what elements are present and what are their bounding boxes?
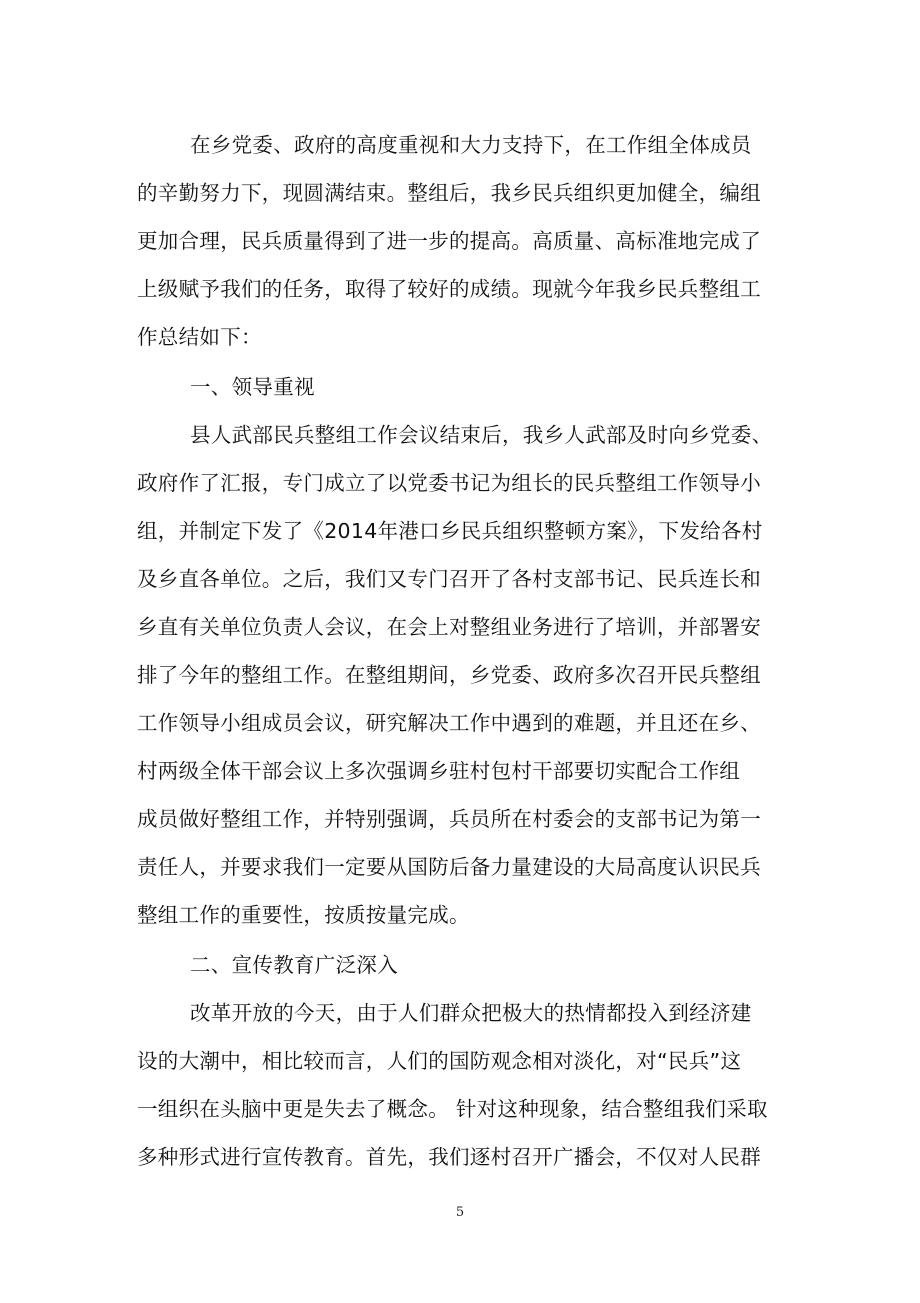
paragraph-line: 工作领导小组成员会议，研究解决工作中遇到的难题，并且还在乡、 [137,711,761,735]
paragraph-line: 排了今年的整组工作。在整组期间，乡党委、政府多次召开民兵整组 [137,663,761,687]
paragraph-line: 县人武部民兵整组工作会议结束后，我乡人武部及时向乡党委、 [190,423,773,447]
paragraph-line: 整组工作的重要性，按质按量完成。 [137,903,470,927]
paragraph-line: 在乡党委、政府的高度重视和大力支持下，在工作组全体成员 [190,133,752,157]
paragraph-line: 的辛勤努力下，现圆满结束。整组后，我乡民兵组织更加健全，编组 [137,181,761,205]
paragraph-line: 及乡直各单位。之后，我们又专门召开了各村支部书记、民兵连长和 [137,567,761,591]
paragraph-line: 成员做好整组工作，并特别强调，兵员所在村委会的支部书记为第一 [137,807,761,831]
paragraph-line: 作总结如下： [137,325,262,349]
paragraph-line: 乡直有关单位负责人会议，在会上对整组业务进行了培训，并部署安 [137,615,761,639]
page-number: 5 [455,1205,465,1220]
paragraph-line: 上级赋予我们的任务，取得了较好的成绩。现就今年我乡民兵整组工 [137,277,761,301]
paragraph-line: 设的大潮中，相比较而言，人们的国防观念相对淡化，对“民兵”这 [137,1049,742,1073]
paragraph-line: 村两级全体干部会议上多次强调乡驻村包村干部要切实配合工作组 [137,759,741,783]
paragraph-line: 改革开放的今天，由于人们群众把极大的热情都投入到经济建 [190,1001,752,1025]
paragraph-line: 政府作了汇报，专门成立了以党委书记为组长的民兵整组工作领导小 [137,471,761,495]
paragraph-line: 一组织在头脑中更是失去了概念。 针对这种现象，结合整组我们采取 [137,1097,768,1121]
paragraph-line: 组，并制定下发了《2014年港口乡民兵组织整顿方案》，下发给各村 [137,519,763,543]
paragraph-line: 更加合理，民兵质量得到了进一步的提高。高质量、高标准地完成了 [137,229,761,253]
paragraph-line: 责任人，并要求我们一定要从国防后备力量建设的大局高度认识民兵 [137,855,761,879]
paragraph-line: 多种形式进行宣传教育。首先，我们逐村召开广播会，不仅对人民群 [137,1145,761,1169]
section-heading: 一、领导重视 [190,375,315,399]
section-heading: 二、宣传教育广泛深入 [190,953,398,977]
